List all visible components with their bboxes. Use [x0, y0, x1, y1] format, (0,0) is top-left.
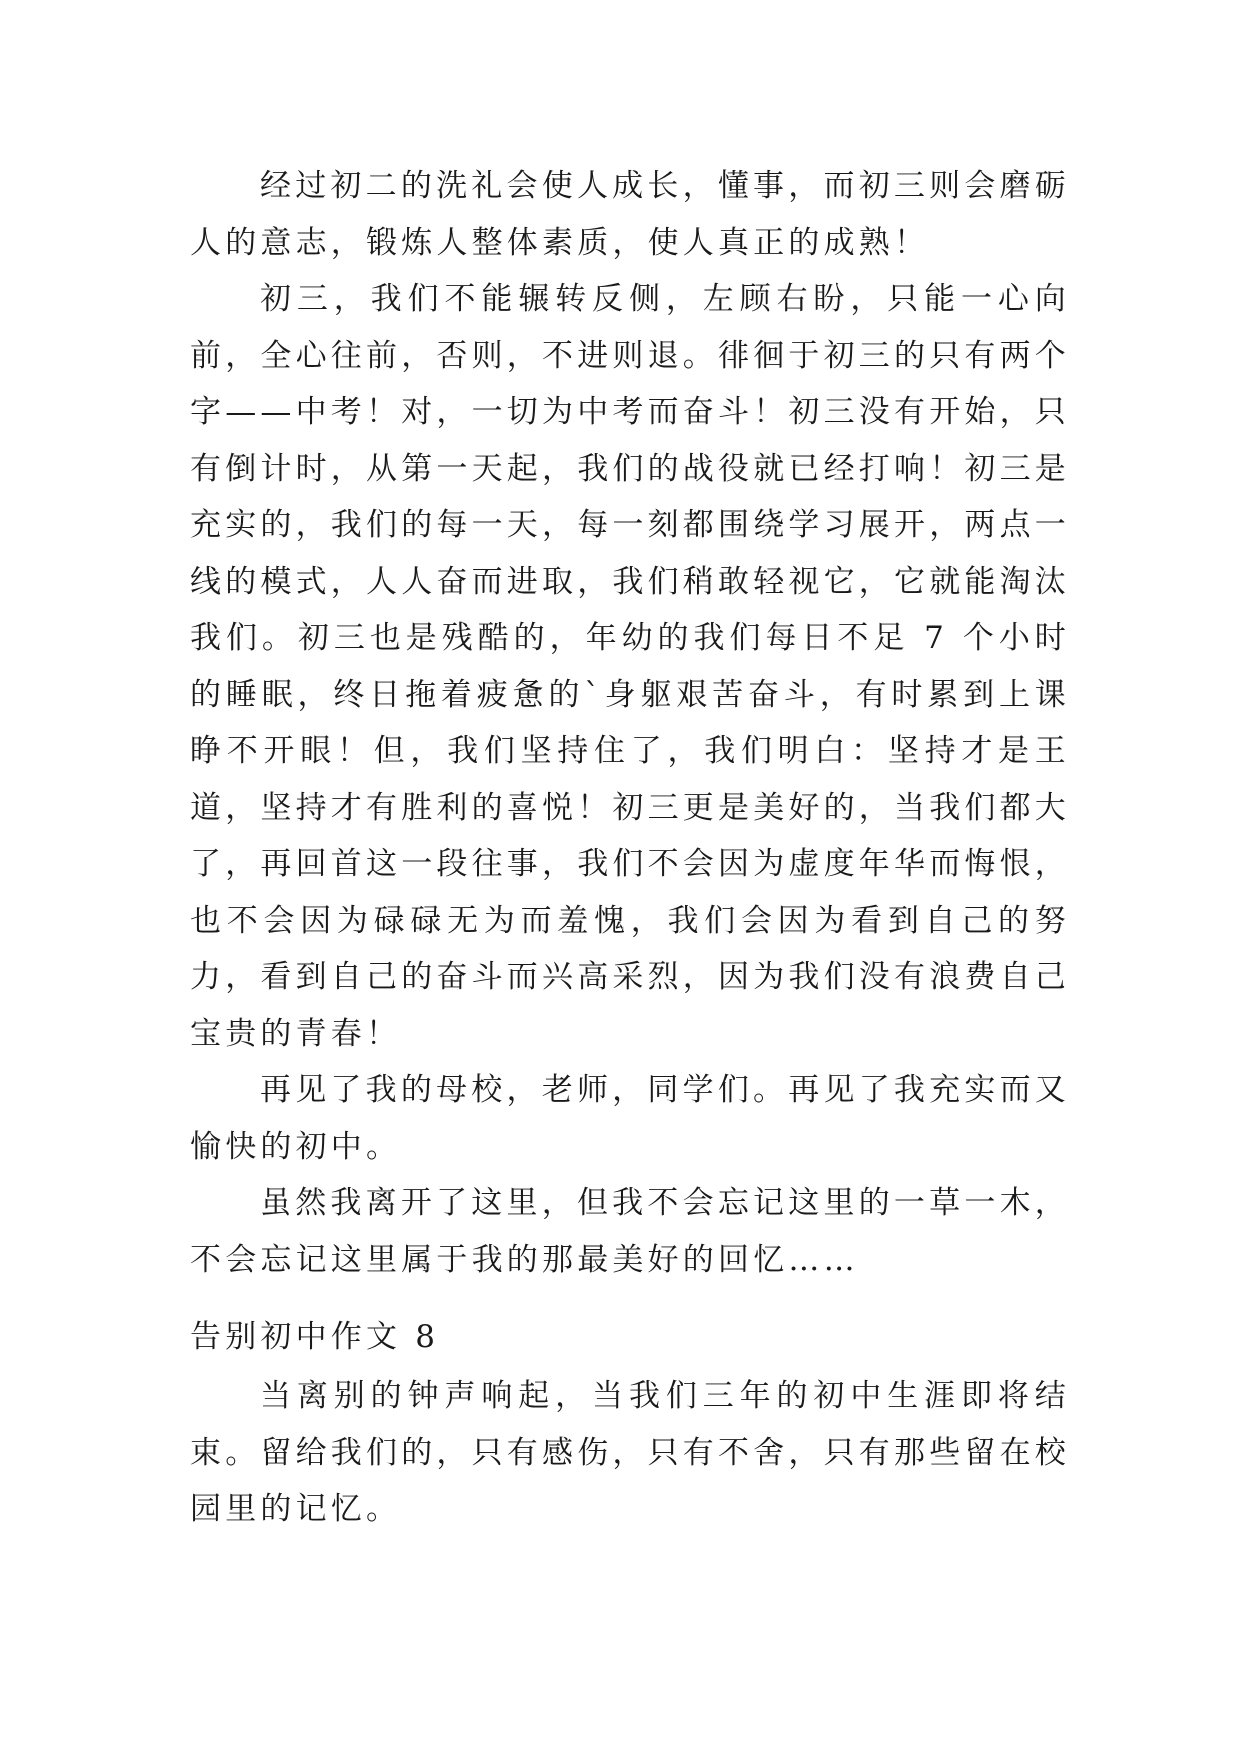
paragraph: 当离别的钟声响起，当我们三年的初中生涯即将结束。留给我们的，只有感伤，只有不舍，只有那些留在校园里的记忆。 [190, 1378, 1070, 1527]
body-text [190, 158, 1070, 1288]
paragraph: 经过初二的洗礼会使人成长，懂事，而初三则会磨砺人的意志，锻炼人整体素质，使人真正的成熟！ [190, 168, 1070, 261]
paragraph: 虽然我离开了这里，但我不会忘记这里的一草一木，不会忘记这里属于我的那最美好的回忆…… [190, 1185, 1070, 1278]
section-heading: 告别初中作文 8 [190, 1319, 440, 1355]
paragraph: 再见了我的母校，老师，同学们。再见了我充实而又愉快的初中。 [190, 1072, 1070, 1165]
paragraph: 初三，我们不能辗转反侧，左顾右盼，只能一心向前，全心往前，否则，不进则退。徘徊于初三的只有两个字——中考！对，一切为中考而奋斗！初三没有开始，只有倒计时，从第一天起，我们的战役就已经打响！初三是充实的，我们的每一天，每一刻都围绕学习展开，两点一线的模式，人人奋而进取，我们稍敢轻视它，它就能淘汰我们。初三也是残酷的，年幼的我们每日不足 7 个小时的睡眠，终日拖着疲惫的`身躯艰苦奋斗，有时累到上课睁不开眼！但，我们坚持住了，我们明白：坚持才是王道，坚持才有胜利的喜悦！初三更是美好的，当我们都大了，再回首这一段往事，我们不会因为虚度年华而悔恨，也不会因为碌碌无为而羞愧，我们会因为看到自己的努力，看到自己的奋斗而兴高采烈，因为我们没有浪费自己宝贵的青春！ [190, 281, 1070, 1052]
section-body-text [190, 1368, 1070, 1538]
